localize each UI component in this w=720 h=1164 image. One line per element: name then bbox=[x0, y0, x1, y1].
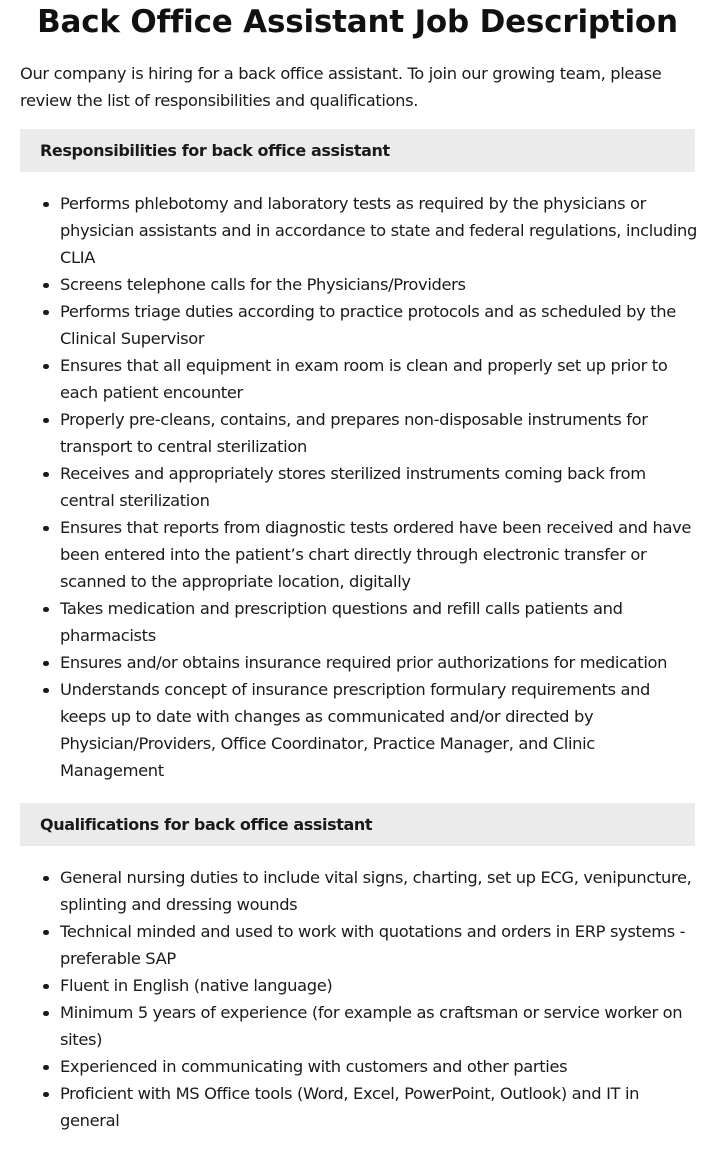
list-item: Takes medication and prescription questions and refill calls patients and pharmacists bbox=[60, 595, 700, 649]
page-title: Back Office Assistant Job Description bbox=[37, 4, 678, 40]
list-item: Receives and appropriately stores sterilized instruments coming back from central sterilization bbox=[60, 460, 700, 514]
list-item: Performs triage duties according to practice protocols and as scheduled by the Clinical Supervisor bbox=[60, 298, 700, 352]
list-item: Technical minded and used to work with quotations and orders in ERP systems - preferable SAP bbox=[60, 918, 700, 972]
list-item: Ensures that reports from diagnostic tests ordered have been received and have been entered into the patient’s chart directly through electronic transfer or scanned to the appropriate location, digitally bbox=[60, 514, 700, 595]
list-item: Ensures and/or obtains insurance required prior authorizations for medication bbox=[60, 649, 700, 676]
qualifications-heading: Qualifications for back office assistant bbox=[20, 803, 695, 846]
list-item: Experienced in communicating with customers and other parties bbox=[60, 1053, 700, 1080]
list-item: Proficient with MS Office tools (Word, Excel, PowerPoint, Outlook) and IT in general bbox=[60, 1080, 700, 1134]
list-item: Properly pre-cleans, contains, and prepares non-disposable instruments for transport to central sterilization bbox=[60, 406, 700, 460]
list-item: Screens telephone calls for the Physicians/Providers bbox=[60, 271, 700, 298]
list-item: Fluent in English (native language) bbox=[60, 972, 700, 999]
list-item: Performs phlebotomy and laboratory tests as required by the physicians or physician assistants and in accordance to state and federal regulations, including CLIA bbox=[60, 190, 700, 271]
responsibilities-list bbox=[20, 190, 700, 784]
list-item: Minimum 5 years of experience (for example as craftsman or service worker on sites) bbox=[60, 999, 700, 1053]
list-item: Understands concept of insurance prescription formulary requirements and keeps up to date with changes as communicated and/or directed by Physician/Providers, Office Coordinator, Practice Manager, and Clinic Management bbox=[60, 676, 700, 784]
qualifications-list bbox=[20, 864, 700, 1134]
intro-paragraph: Our company is hiring for a back office assistant. To join our growing team, please review the list of responsibilities and qualifications. bbox=[20, 64, 662, 110]
responsibilities-heading: Responsibilities for back office assistant bbox=[20, 129, 695, 172]
list-item: General nursing duties to include vital signs, charting, set up ECG, venipuncture, splinting and dressing wounds bbox=[60, 864, 700, 918]
list-item: Ensures that all equipment in exam room is clean and properly set up prior to each patient encounter bbox=[60, 352, 700, 406]
